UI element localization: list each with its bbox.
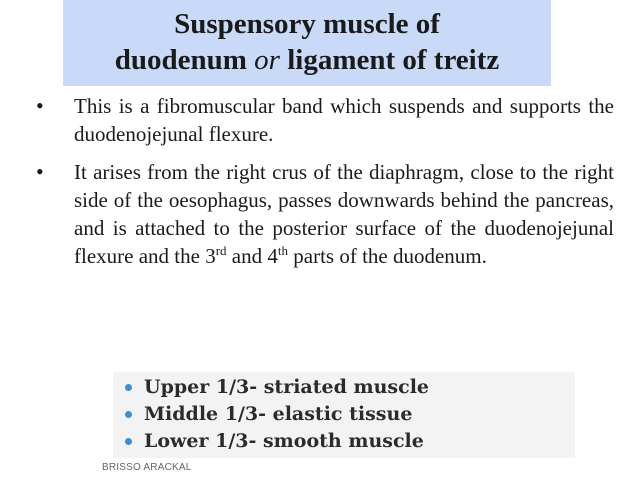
embedded-list-item (125, 401, 412, 427)
bullet-dot: • (36, 159, 44, 184)
superscript-rd: rd (215, 243, 227, 258)
blue-bullet-icon (125, 411, 132, 418)
bullet-item (36, 92, 614, 148)
embedded-list-item (125, 428, 424, 454)
blue-bullet-icon (125, 438, 132, 445)
bullet-dot: • (36, 93, 44, 118)
bullet-list (36, 92, 614, 280)
embedded-item-text: Lower 1/3- smooth muscle (144, 430, 424, 452)
title-or: or (254, 44, 280, 76)
bullet-text-part: parts of the duodenum. (288, 244, 487, 268)
footer-author: BRISSO ARACKAL (102, 462, 192, 473)
slide-title (63, 0, 551, 86)
embedded-list-item (125, 374, 429, 400)
bullet-text: This is a fibromuscular band which suspends and supports the duodenojejunal flexure. (74, 94, 614, 146)
bullet-text (74, 160, 614, 268)
title-part-a: duodenum (114, 44, 255, 76)
superscript-th: th (277, 243, 288, 258)
bullet-text-part: and 4 (226, 244, 278, 268)
bullet-text-part: It arises from the right crus of the diaphragm, close to the right side of the oesophagus, passes downwards behind the pancreas, and is attached to the posterior surface of the duodenojejunal flexure and the 3 (74, 160, 614, 268)
embedded-item-text: Middle 1/3- elastic tissue (144, 403, 413, 425)
title-line-2 (63, 42, 551, 78)
blue-bullet-icon (125, 384, 132, 391)
embedded-item-text: Upper 1/3- striated muscle (144, 376, 429, 398)
bullet-item (36, 158, 614, 270)
embedded-list-image (113, 372, 575, 458)
title-line-1: Suspensory muscle of (174, 8, 440, 40)
title-part-b: ligament of treitz (279, 44, 500, 76)
